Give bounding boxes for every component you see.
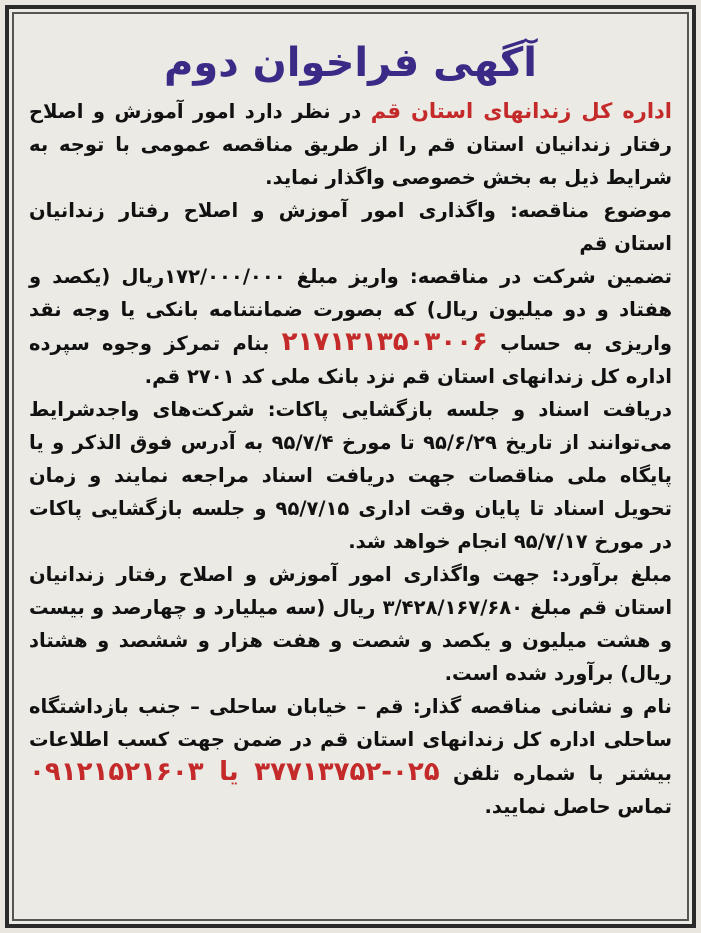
documents-paragraph: دریافت اسناد و جلسه بازگشایی پاکات: شرکت‌های واجدشرایط می‌توانند از تاریخ ۹۵/۶/۲۹ تا مورخ ۹۵/۷/۴ به آدرس فوق الذکر و یا پایگاه ملی مناقصات جهت دریافت اسناد مراجعه نمایند و زمان تحویل اسناد تا پایان وقت اداری ۹۵/۷/۱۵ و جلسه بازگشایی پاکات در مورخ ۹۵/۷/۱۷ انجام خواهد شد. <box>29 398 672 553</box>
organization-name: اداره کل زندانهای استان قم <box>370 99 672 123</box>
account-number: ۲۱۷۱۳۱۳۵۰۳۰۰۶ <box>281 327 488 357</box>
notice-title: آگهی فراخوان دوم <box>164 40 537 86</box>
guarantee-paragraph <box>29 260 672 393</box>
phone-numbers: ۰۲۵-۳۷۷۱۳۷۵۲ یا ۰۹۱۲۱۵۲۱۶۰۳ <box>29 757 440 787</box>
intro-text: در نظر دارد امور آموزش و اصلاح رفتار زندانیان استان قم را از طریق مناقصه عمومی با توجه به شرایط ذیل به بخش خصوصی واگذار نماید. <box>29 100 672 189</box>
address-text-before: نام و نشانی مناقصه گذار: قم – خیابان ساحلی – جنب بازداشتگاه ساحلی اداره کل زندانهای استان قم در ضمن جهت کسب اطلاعات بیشتر با شماره تلفن <box>29 695 672 785</box>
intro-paragraph <box>29 95 672 194</box>
address-paragraph <box>29 690 672 823</box>
notice-frame <box>5 5 696 928</box>
subject-paragraph: موضوع مناقصه: واگذاری امور آموزش و اصلاح رفتار زندانیان استان قم <box>29 199 672 255</box>
estimate-paragraph: مبلغ برآورد: جهت واگذاری امور آموزش و اصلاح رفتار زندانیان استان قم مبلغ ۳/۴۲۸/۱۶۷/۶۸۰ ریال (سه میلیارد و چهارصد و بیست و هشت میلیون و یکصد و شصت و هفت هزار و ششصد و هشتاد ریال) برآورد شده است. <box>29 563 672 685</box>
notice-body <box>29 95 672 823</box>
guarantee-text-before: تضمین شرکت در مناقصه: واریز مبلغ ۱۷۲/۰۰۰/۰۰۰ریال (یکصد و هفتاد و دو میلیون ریال) که بصورت ضمانتنامه بانکی یا وجه نقد واریزی به حساب <box>29 265 672 355</box>
address-text-after: تماس حاصل نمایید. <box>484 795 672 818</box>
guarantee-text-after: بنام تمرکز وجوه سپرده اداره کل زندانهای استان قم نزد بانک ملی کد ۲۷۰۱ قم. <box>29 332 672 388</box>
